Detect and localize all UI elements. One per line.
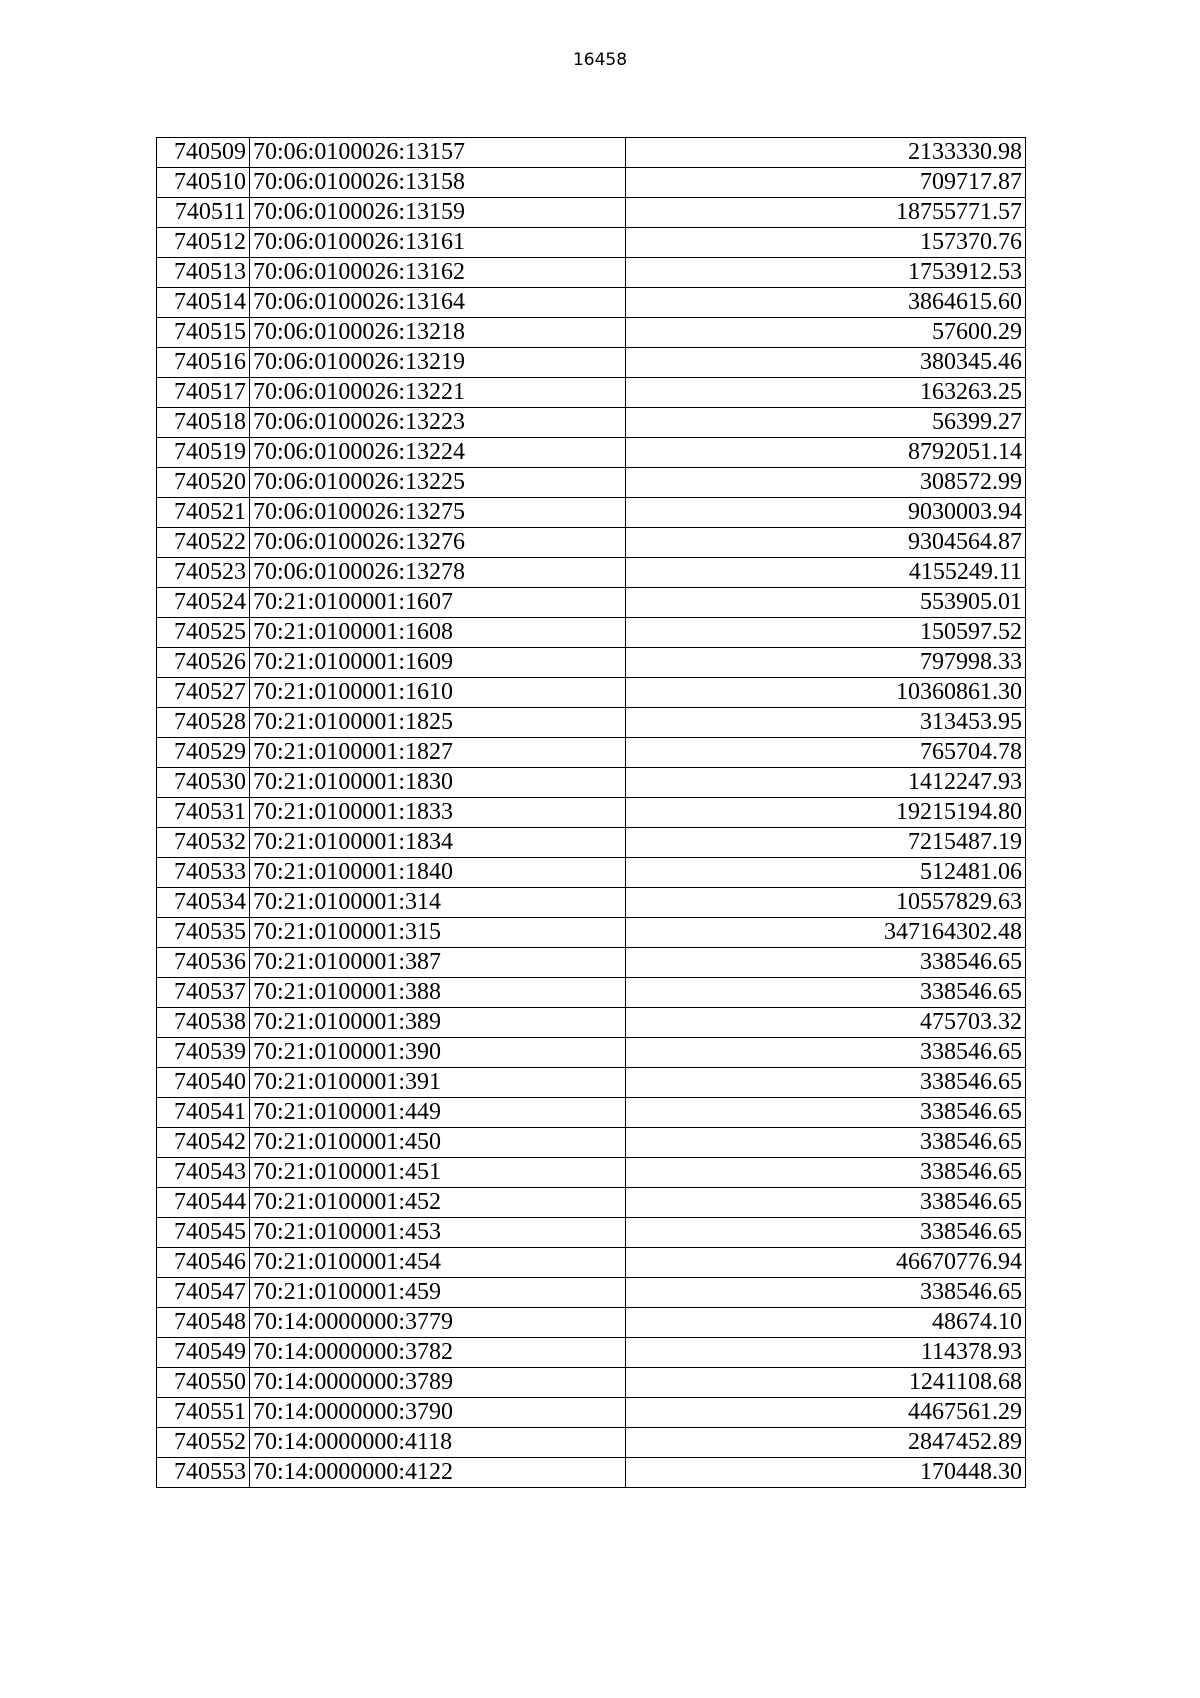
cadastral-value-cell: 338546.65 — [626, 1218, 1026, 1248]
row-number-cell: 740534 — [157, 888, 250, 918]
table-row — [157, 618, 1026, 648]
row-number-cell: 740542 — [157, 1128, 250, 1158]
cadastral-number-cell: 70:06:0100026:13219 — [250, 348, 626, 378]
cadastral-value-cell: 7215487.19 — [626, 828, 1026, 858]
cadastral-value-cell: 338546.65 — [626, 1188, 1026, 1218]
row-number-cell: 740547 — [157, 1278, 250, 1308]
page-number: 16458 — [572, 50, 628, 70]
table-row — [157, 1398, 1026, 1428]
cadastral-number-cell: 70:06:0100026:13161 — [250, 228, 626, 258]
cadastral-number-cell: 70:06:0100026:13221 — [250, 378, 626, 408]
cadastral-number-cell: 70:21:0100001:1609 — [250, 648, 626, 678]
cadastral-number-cell: 70:06:0100026:13158 — [250, 168, 626, 198]
table-row — [157, 378, 1026, 408]
cadastral-value-cell: 338546.65 — [626, 1068, 1026, 1098]
cadastral-number-cell: 70:21:0100001:1607 — [250, 588, 626, 618]
cadastral-number-cell: 70:06:0100026:13225 — [250, 468, 626, 498]
cadastral-value-cell: 338546.65 — [626, 1038, 1026, 1068]
cadastral-number-cell: 70:21:0100001:459 — [250, 1278, 626, 1308]
table-row — [157, 1338, 1026, 1368]
table-row — [157, 1158, 1026, 1188]
cadastral-number-cell: 70:06:0100026:13159 — [250, 198, 626, 228]
table-row — [157, 1068, 1026, 1098]
cadastral-value-cell: 4467561.29 — [626, 1398, 1026, 1428]
cadastral-value-cell: 475703.32 — [626, 1008, 1026, 1038]
table-row — [157, 798, 1026, 828]
cadastral-number-cell: 70:21:0100001:1830 — [250, 768, 626, 798]
cadastral-number-cell: 70:21:0100001:1833 — [250, 798, 626, 828]
cadastral-number-cell: 70:14:0000000:4118 — [250, 1428, 626, 1458]
row-number-cell: 740528 — [157, 708, 250, 738]
table-row — [157, 438, 1026, 468]
table-row — [157, 228, 1026, 258]
table-row — [157, 408, 1026, 438]
row-number-cell: 740520 — [157, 468, 250, 498]
cadastral-number-cell: 70:21:0100001:1610 — [250, 678, 626, 708]
table-row — [157, 1128, 1026, 1158]
cadastral-value-cell: 48674.10 — [626, 1308, 1026, 1338]
table-row — [157, 888, 1026, 918]
row-number-cell: 740538 — [157, 1008, 250, 1038]
row-number-cell: 740530 — [157, 768, 250, 798]
row-number-cell: 740519 — [157, 438, 250, 468]
row-number-cell: 740524 — [157, 588, 250, 618]
cadastral-number-cell: 70:06:0100026:13276 — [250, 528, 626, 558]
cadastral-number-cell: 70:21:0100001:389 — [250, 1008, 626, 1038]
table-row — [157, 1248, 1026, 1278]
cadastral-value-cell: 338546.65 — [626, 1128, 1026, 1158]
cadastral-value-cell: 338546.65 — [626, 1278, 1026, 1308]
cadastral-value-cell: 18755771.57 — [626, 198, 1026, 228]
row-number-cell: 740525 — [157, 618, 250, 648]
row-number-cell: 740512 — [157, 228, 250, 258]
table-row — [157, 468, 1026, 498]
cadastral-value-cell: 19215194.80 — [626, 798, 1026, 828]
cadastral-value-cell: 8792051.14 — [626, 438, 1026, 468]
table-row — [157, 918, 1026, 948]
table-row — [157, 1218, 1026, 1248]
cadastral-number-cell: 70:21:0100001:391 — [250, 1068, 626, 1098]
cadastral-number-cell: 70:21:0100001:390 — [250, 1038, 626, 1068]
table-row — [157, 978, 1026, 1008]
row-number-cell: 740553 — [157, 1458, 250, 1488]
cadastral-number-cell: 70:21:0100001:1840 — [250, 858, 626, 888]
cadastral-number-cell: 70:21:0100001:452 — [250, 1188, 626, 1218]
cadastral-number-cell: 70:06:0100026:13164 — [250, 288, 626, 318]
cadastral-value-cell: 709717.87 — [626, 168, 1026, 198]
table-row — [157, 348, 1026, 378]
row-number-cell: 740514 — [157, 288, 250, 318]
row-number-cell: 740527 — [157, 678, 250, 708]
cadastral-value-cell: 2847452.89 — [626, 1428, 1026, 1458]
cadastral-value-cell: 56399.27 — [626, 408, 1026, 438]
cadastral-value-cell: 347164302.48 — [626, 918, 1026, 948]
table-row — [157, 678, 1026, 708]
cadastral-number-cell: 70:21:0100001:450 — [250, 1128, 626, 1158]
table-row — [157, 258, 1026, 288]
row-number-cell: 740536 — [157, 948, 250, 978]
row-number-cell: 740523 — [157, 558, 250, 588]
cadastral-number-cell: 70:06:0100026:13218 — [250, 318, 626, 348]
cadastral-number-cell: 70:14:0000000:3789 — [250, 1368, 626, 1398]
row-number-cell: 740513 — [157, 258, 250, 288]
cadastral-value-cell: 9030003.94 — [626, 498, 1026, 528]
table-row — [157, 1278, 1026, 1308]
cadastral-value-cell: 338546.65 — [626, 1098, 1026, 1128]
row-number-cell: 740545 — [157, 1218, 250, 1248]
cadastral-number-cell: 70:21:0100001:387 — [250, 948, 626, 978]
table-row — [157, 1098, 1026, 1128]
row-number-cell: 740516 — [157, 348, 250, 378]
row-number-cell: 740550 — [157, 1368, 250, 1398]
table-row — [157, 648, 1026, 678]
cadastral-value-cell: 512481.06 — [626, 858, 1026, 888]
row-number-cell: 740532 — [157, 828, 250, 858]
cadastral-value-cell: 765704.78 — [626, 738, 1026, 768]
table-row — [157, 828, 1026, 858]
cadastral-number-cell: 70:14:0000000:3790 — [250, 1398, 626, 1428]
cadastral-value-cell: 797998.33 — [626, 648, 1026, 678]
cadastral-value-cell: 46670776.94 — [626, 1248, 1026, 1278]
cadastral-value-cell: 313453.95 — [626, 708, 1026, 738]
row-number-cell: 740529 — [157, 738, 250, 768]
table-row — [157, 858, 1026, 888]
cadastral-value-cell: 57600.29 — [626, 318, 1026, 348]
row-number-cell: 740537 — [157, 978, 250, 1008]
row-number-cell: 740510 — [157, 168, 250, 198]
cadastral-number-cell: 70:06:0100026:13223 — [250, 408, 626, 438]
table-row — [157, 558, 1026, 588]
table-row — [157, 1458, 1026, 1488]
cadastral-number-cell: 70:21:0100001:451 — [250, 1158, 626, 1188]
row-number-cell: 740551 — [157, 1398, 250, 1428]
cadastral-value-cell: 163263.25 — [626, 378, 1026, 408]
row-number-cell: 740548 — [157, 1308, 250, 1338]
table-row — [157, 138, 1026, 168]
row-number-cell: 740543 — [157, 1158, 250, 1188]
row-number-cell: 740546 — [157, 1248, 250, 1278]
cadastral-value-cell: 1241108.68 — [626, 1368, 1026, 1398]
row-number-cell: 740522 — [157, 528, 250, 558]
row-number-cell: 740540 — [157, 1068, 250, 1098]
cadastral-number-cell: 70:21:0100001:454 — [250, 1248, 626, 1278]
cadastral-number-cell: 70:21:0100001:1834 — [250, 828, 626, 858]
table-row — [157, 1188, 1026, 1218]
cadastral-number-cell: 70:21:0100001:314 — [250, 888, 626, 918]
cadastral-number-cell: 70:21:0100001:1825 — [250, 708, 626, 738]
row-number-cell: 740515 — [157, 318, 250, 348]
table-row — [157, 288, 1026, 318]
cadastral-value-cell: 338546.65 — [626, 948, 1026, 978]
cadastral-value-cell: 338546.65 — [626, 978, 1026, 1008]
row-number-cell: 740535 — [157, 918, 250, 948]
cadastral-value-cell: 170448.30 — [626, 1458, 1026, 1488]
table-row — [157, 198, 1026, 228]
table-row — [157, 948, 1026, 978]
row-number-cell: 740531 — [157, 798, 250, 828]
cadastral-value-cell: 157370.76 — [626, 228, 1026, 258]
cadastral-value-cell: 3864615.60 — [626, 288, 1026, 318]
cadastral-value-cell: 2133330.98 — [626, 138, 1026, 168]
row-number-cell: 740533 — [157, 858, 250, 888]
table-body — [157, 138, 1026, 1488]
table-row — [157, 528, 1026, 558]
cadastral-number-cell: 70:21:0100001:315 — [250, 918, 626, 948]
cadastral-value-cell: 9304564.87 — [626, 528, 1026, 558]
cadastral-number-cell: 70:14:0000000:3779 — [250, 1308, 626, 1338]
row-number-cell: 740541 — [157, 1098, 250, 1128]
cadastral-number-cell: 70:14:0000000:4122 — [250, 1458, 626, 1488]
table-row — [157, 1368, 1026, 1398]
table-row — [157, 1308, 1026, 1338]
table-row — [157, 318, 1026, 348]
cadastral-number-cell: 70:06:0100026:13157 — [250, 138, 626, 168]
row-number-cell: 740509 — [157, 138, 250, 168]
cadastral-value-table — [156, 137, 1026, 1488]
cadastral-number-cell: 70:21:0100001:453 — [250, 1218, 626, 1248]
table-row — [157, 768, 1026, 798]
table-row — [157, 588, 1026, 618]
table-row — [157, 168, 1026, 198]
cadastral-value-cell: 114378.93 — [626, 1338, 1026, 1368]
cadastral-value-cell: 1412247.93 — [626, 768, 1026, 798]
table-row — [157, 708, 1026, 738]
row-number-cell: 740544 — [157, 1188, 250, 1218]
table-row — [157, 1008, 1026, 1038]
cadastral-value-cell: 150597.52 — [626, 618, 1026, 648]
cadastral-value-cell: 1753912.53 — [626, 258, 1026, 288]
cadastral-number-cell: 70:06:0100026:13275 — [250, 498, 626, 528]
row-number-cell: 740521 — [157, 498, 250, 528]
table-row — [157, 1038, 1026, 1068]
cadastral-number-cell: 70:21:0100001:1608 — [250, 618, 626, 648]
row-number-cell: 740517 — [157, 378, 250, 408]
cadastral-value-cell: 308572.99 — [626, 468, 1026, 498]
row-number-cell: 740518 — [157, 408, 250, 438]
cadastral-number-cell: 70:21:0100001:1827 — [250, 738, 626, 768]
table-row — [157, 738, 1026, 768]
cadastral-value-cell: 10360861.30 — [626, 678, 1026, 708]
cadastral-value-cell: 338546.65 — [626, 1158, 1026, 1188]
cadastral-number-cell: 70:06:0100026:13162 — [250, 258, 626, 288]
cadastral-number-cell: 70:21:0100001:449 — [250, 1098, 626, 1128]
row-number-cell: 740511 — [157, 198, 250, 228]
cadastral-value-cell: 4155249.11 — [626, 558, 1026, 588]
cadastral-value-cell: 10557829.63 — [626, 888, 1026, 918]
table-row — [157, 1428, 1026, 1458]
cadastral-number-cell: 70:21:0100001:388 — [250, 978, 626, 1008]
cadastral-value-cell: 380345.46 — [626, 348, 1026, 378]
cadastral-number-cell: 70:14:0000000:3782 — [250, 1338, 626, 1368]
row-number-cell: 740552 — [157, 1428, 250, 1458]
cadastral-value-cell: 553905.01 — [626, 588, 1026, 618]
row-number-cell: 740526 — [157, 648, 250, 678]
cadastral-number-cell: 70:06:0100026:13278 — [250, 558, 626, 588]
row-number-cell: 740549 — [157, 1338, 250, 1368]
cadastral-number-cell: 70:06:0100026:13224 — [250, 438, 626, 468]
row-number-cell: 740539 — [157, 1038, 250, 1068]
table-row — [157, 498, 1026, 528]
